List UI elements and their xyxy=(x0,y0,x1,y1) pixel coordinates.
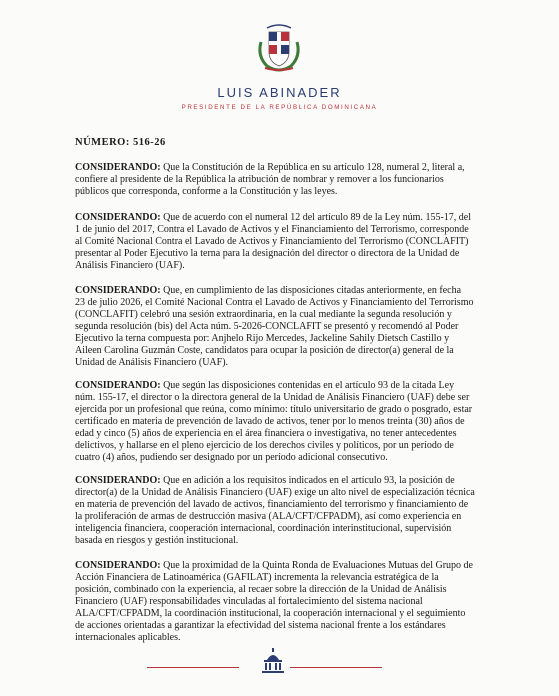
coat-of-arms-icon xyxy=(253,22,305,74)
considerando-text: Que, en cumplimiento de las disposiciones citadas anteriormente, en fecha 23 de julio 2026, el Comité Nacional Contra el Lavado de Activos y Financiamiento del Terrorismo (CONCLAFIT) celebró una sesión extraordinaria, en la cual mediante la segunda resolución y segunda resolución (bis) del Acta núm. 5-2026-CONCLAFIT se presentó y recomendó al Poder Ejecutivo la terna compuesta por: Anjhelo Rijo Mercedes, Jackeline Sahily Dietsch Castillo y Aileen Carolina Guzmán Coste, candidatos para ocupar la posición de director(a) general de la Unidad de Análisis Financiero (UAF). xyxy=(75,285,474,368)
considerando-4 xyxy=(75,380,485,464)
considerando-text: Que en adición a los requisitos indicados en el artículo 93, la posición de director(a) de la Unidad de Análisis Financiero (UAF) exige un alto nivel de especialización técnica en materia de prevención del lavado de activos, financiamiento del terrorismo y financiamiento de la proliferación de armas de destrucción masiva (ALA/CFT/CFPADM), así como experiencia en inteligencia financiera, cooperación internacional, coordinación interinstitucional, supervisión basada en riesgos y gestión institucional. xyxy=(75,475,475,546)
footer-rule-left xyxy=(147,667,239,668)
considerando-2 xyxy=(75,212,485,272)
considerando-6 xyxy=(75,560,485,644)
considerando-text: Que según las disposiciones contenidas en el artículo 93 de la citada Ley núm. 155-17, el director o la directora general de la Unidad de Análisis Financiero (UAF) debe ser ejercida por un profesional que reúna, como mínimo: título universitario de grado o posgrado, estar certificado en materia de prevención de lavado de activos, tener por lo menos treinta (30) años de edad y cinco (5) años de experiencia en el área financiera o investigativa, no tener antecedentes delictivos, y hallarse en el pleno ejercicio de los derechos civiles y políticos, por un período de cuatro (4) años, pudiendo ser designado por un período adicional consecutivo. xyxy=(75,380,473,463)
palace-dome-icon xyxy=(258,648,288,674)
considerando-label: CONSIDERANDO: xyxy=(75,380,161,391)
considerando-text: Que de acuerdo con el numeral 12 del artículo 89 de la Ley núm. 155-17, del 1 de junio del 2017, Contra el Lavado de Activos y el Financiamiento del Terrorismo, corresponde al Comité Nacional Contra el Lavado de Activos y Financiamiento del Terrorismo (CONCLAFIT) presentar al Poder Ejecutivo la terna para la designación del director o directora de la Unidad de Análisis Financiero (UAF). xyxy=(75,212,472,271)
footer-rule-right xyxy=(290,667,382,668)
considerando-3 xyxy=(75,285,485,369)
considerando-label: CONSIDERANDO: xyxy=(75,475,161,486)
considerando-label: CONSIDERANDO: xyxy=(75,560,161,571)
considerando-text: Que la Constitución de la República en su artículo 128, numeral 2, literal a, confiere al presidente de la República la atribución de nombrar y remover a los funcionarios públicos que corresponda, conforme a la Constitución y las leyes. xyxy=(75,162,465,197)
considerando-label: CONSIDERANDO: xyxy=(75,212,161,223)
considerando-text: Que la proximidad de la Quinta Ronda de Evaluaciones Mutuas del Grupo de Acción Financiera de Latinoamérica (GAFILAT) incrementa la relevancia estratégica de la posición, combinado con la experiencia, al recaer sobre la dirección de la Unidad de Análisis Financiero (UAF) responsabilidades vinculadas al fortalecimiento del sistema nacional ALA/CFT/CFPADM, la coordinación institucional, la cooperación internacional y el seguimiento de acciones orientadas a garantizar la efectividad del sistema nacional frente a los estándares internacionales aplicables. xyxy=(75,560,473,643)
considerando-5 xyxy=(75,475,485,547)
considerando-label: CONSIDERANDO: xyxy=(75,162,161,173)
considerando-1 xyxy=(75,162,485,198)
president-name: LUIS ABINADER xyxy=(217,85,342,100)
president-title: PRESIDENTE DE LA REPÚBLICA DOMINICANA xyxy=(181,104,378,111)
considerando-label: CONSIDERANDO: xyxy=(75,285,161,296)
decree-number: NÚMERO: 516-26 xyxy=(75,137,166,148)
